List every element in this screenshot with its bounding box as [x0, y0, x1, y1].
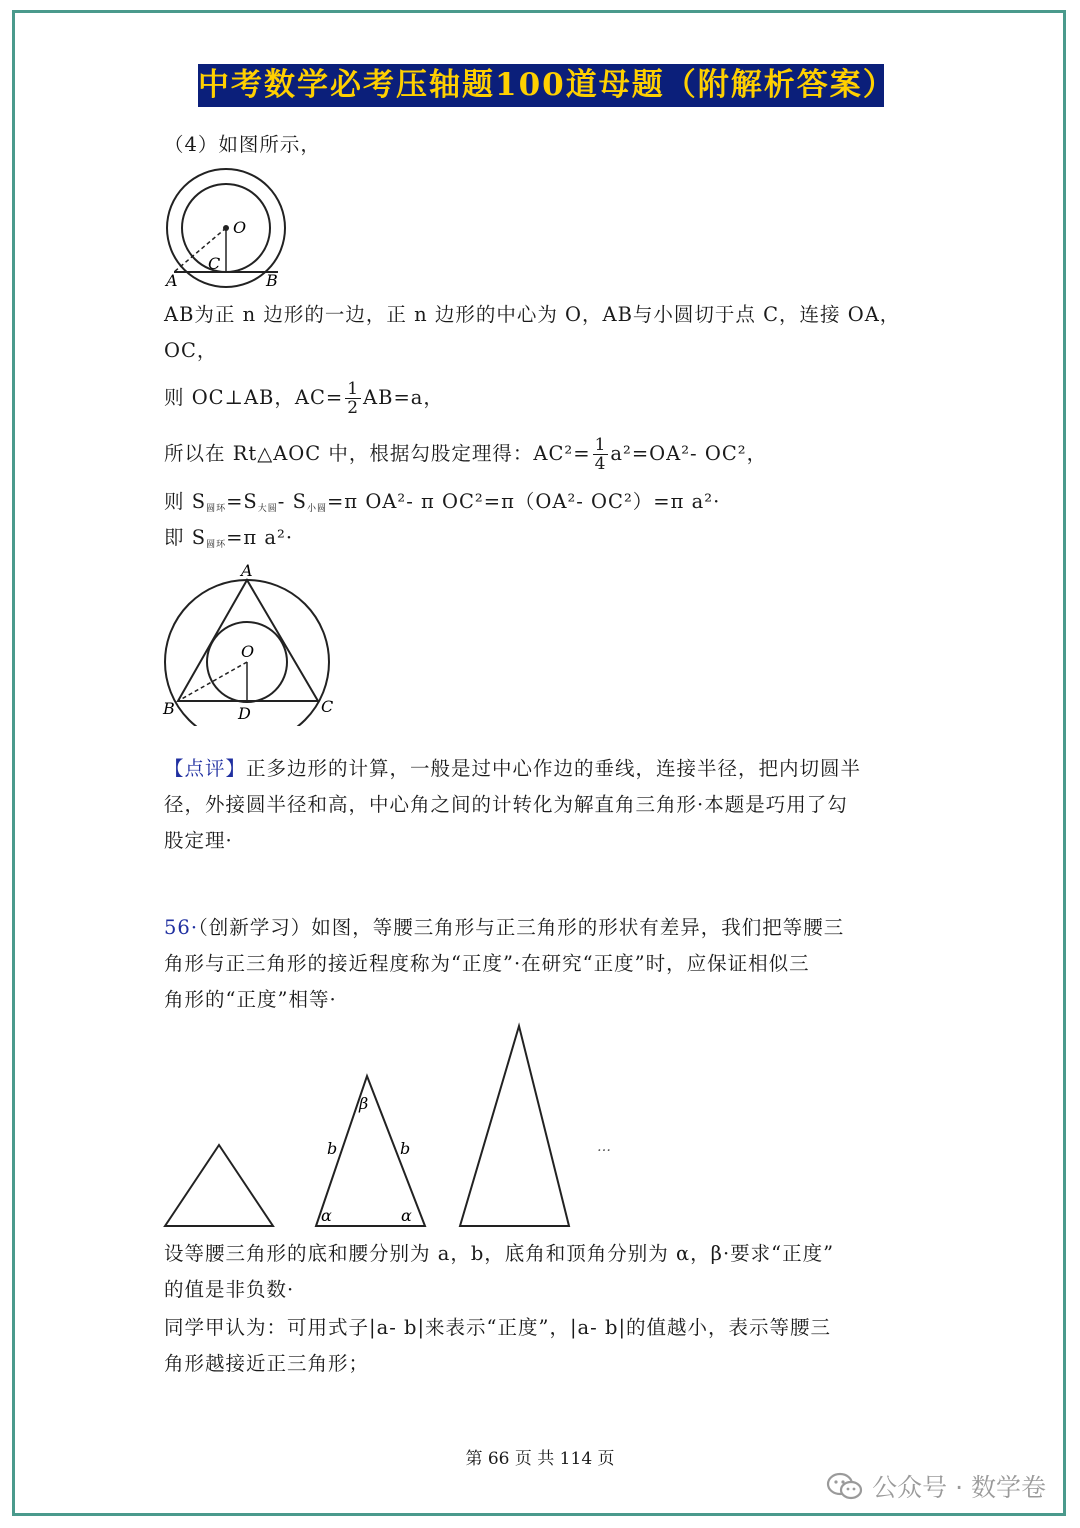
- label-B: B: [266, 271, 278, 290]
- problem-56-line-4: 设等腰三角形的底和腰分别为 a，b，底角和顶角分别为 α，β·要求“正度”: [164, 1242, 835, 1265]
- wechat-icon: [826, 1471, 864, 1501]
- fraction-half: $\frac{1}{2}$: [347, 379, 360, 418]
- solution-line-1a: AB为正 n 边形的一边，正 n 边形的中心为 O，AB与小圆切于点 C，连接 OA，: [164, 303, 901, 326]
- label-beta: β: [359, 1094, 369, 1113]
- solution-line-5: 即 $S_{圆环}=\pi$ a²·: [164, 526, 294, 550]
- label-B: B: [163, 699, 175, 718]
- title-banner: 中考数学必考压轴题100道母题（附解析答案）: [198, 64, 884, 107]
- solution-line-3: 所以在 Rt△AOC 中，根据勾股定理得：AC²= $\frac{1}{4}$ a²=OA²- OC²，: [164, 435, 768, 474]
- label-C: C: [321, 697, 334, 716]
- comment-line-2: 径，外接圆半径和高，中心角之间的计转化为解直角三角形·本题是巧用了勾: [164, 793, 848, 816]
- comment-line-3: 股定理·: [164, 829, 233, 852]
- fraction-quarter: $\frac{1}{4}$: [594, 435, 607, 474]
- equilateral-triangle: [165, 1145, 273, 1226]
- watermark: [826, 1468, 1046, 1504]
- figure-triangle-circles: [158, 556, 343, 726]
- problem-56-line-2: 角形与正三角形的接近程度称为“正度”·在研究“正度”时，应保证相似三: [164, 952, 810, 975]
- problem-56-line-5: 的值是非负数·: [164, 1278, 295, 1301]
- solution-line-2: 则 OC⊥AB，AC= $\frac{1}{2}$ AB=a，: [164, 379, 444, 418]
- label-O: O: [241, 642, 255, 661]
- figure-concentric-circles: [160, 168, 295, 292]
- ellipsis: …: [597, 1139, 611, 1155]
- comment-line-1: 【点评】正多边形的计算，一般是过中心作边的垂线，连接半径，把内切圆半: [164, 757, 862, 780]
- comment-tag: 【点评】: [164, 757, 247, 780]
- label-A: A: [166, 271, 178, 290]
- label-A: A: [241, 561, 253, 580]
- label-O: O: [233, 218, 247, 237]
- watermark-text: 公众号 · 数学卷: [872, 1473, 1046, 1502]
- solution-line-1b: OC，: [164, 339, 218, 362]
- label-b-right: b: [400, 1139, 411, 1158]
- problem-number: 56·: [164, 916, 199, 939]
- problem-56-line-7: 角形越接近正三角形；: [164, 1352, 370, 1375]
- label-D: D: [238, 704, 251, 723]
- part-label: （4）如图所示，: [164, 133, 321, 156]
- figure-isosceles-triangles: [160, 1020, 630, 1232]
- label-alpha-right: α: [401, 1206, 412, 1225]
- problem-56-line-1: 56·（创新学习）如图，等腰三角形与正三角形的形状有差异，我们把等腰三: [164, 916, 845, 939]
- label-b-left: b: [327, 1139, 338, 1158]
- label-C: C: [208, 254, 221, 273]
- label-alpha-left: α: [321, 1206, 332, 1225]
- problem-56-line-3: 角形的“正度”相等·: [164, 988, 337, 1011]
- solution-line-4: 则 $S_{圆环}=S_{大圆}-$ $S_{小圆}=\pi$ OA²- π OC²=π（OA²- OC²）=π a²·: [164, 490, 721, 514]
- isosceles-triangle-tall: [460, 1026, 569, 1226]
- page-number: 第 66 页 共 114 页: [465, 1449, 615, 1469]
- problem-56-line-6: 同学甲认为：可用式子|a- b|来表示“正度”，|a- b|的值越小，表示等腰三: [164, 1316, 832, 1339]
- center-point: [223, 225, 229, 231]
